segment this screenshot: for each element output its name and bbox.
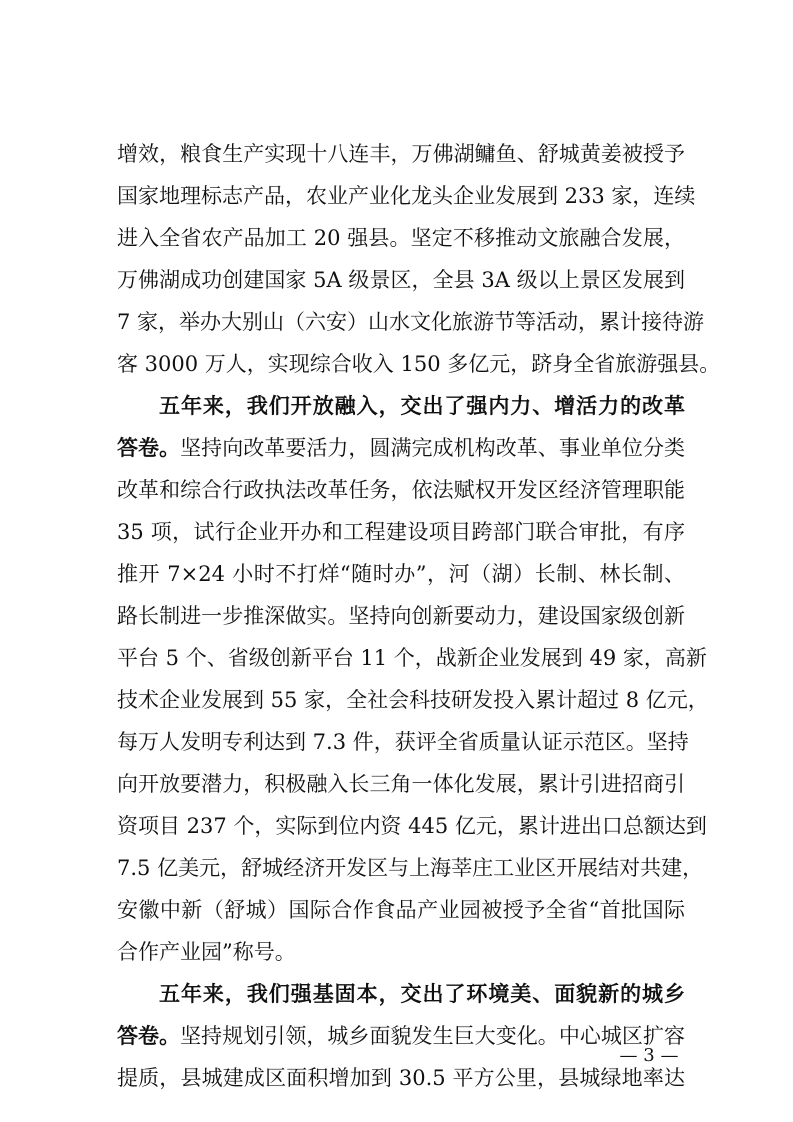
text-segment: 合作产业园”称号。: [117, 940, 296, 964]
body-text: [117, 133, 721, 1099]
text-line: [117, 259, 685, 301]
text-segment: 改革和综合行政执法改革任务，依法赋权开发区经济管理职能: [117, 478, 685, 502]
text-line: [117, 301, 705, 343]
text-line: [117, 637, 707, 679]
text-line: [117, 931, 685, 973]
text-line: [117, 1057, 685, 1099]
text-line: [117, 889, 685, 931]
text-line: [117, 175, 696, 217]
text-segment: 国家地理标志产品，农业产业化龙头企业发展到 233 家，连续: [117, 184, 696, 208]
text-segment: 路长制进一步推深做实。坚持向创新要动力，建设国家级创新: [117, 604, 685, 628]
text-line: [117, 721, 689, 763]
text-segment: 增效，粮食生产实现十八连丰，万佛湖鳙鱼、舒城黄姜被授予: [117, 142, 685, 166]
text-line: [117, 763, 685, 805]
bold-text-segment: 答卷。: [117, 435, 181, 460]
text-line: [117, 385, 685, 427]
text-line: [117, 133, 685, 175]
text-segment: 坚持规划引领，城乡面貌发生巨大变化。中心城区扩容: [180, 1024, 686, 1048]
text-line: [117, 973, 685, 1015]
bold-text-segment: 五年来，我们强基固本，交出了环境美、面貌新的城乡: [159, 981, 685, 1006]
text-segment: 技术企业发展到 55 家，全社会科技研发投入累计超过 8 亿元，: [117, 688, 709, 712]
text-segment: 35 项，试行企业开办和工程建设项目跨部门联合审批，有序: [117, 520, 685, 544]
text-segment: 进入全省农产品加工 20 强县。坚定不移推动文旅融合发展，: [117, 226, 685, 250]
text-line: [117, 427, 685, 469]
text-line: [117, 847, 704, 889]
text-line: [117, 595, 685, 637]
bold-text-segment: 五年来，我们开放融入，交出了强内力、增活力的改革: [159, 393, 685, 418]
text-line: [117, 553, 685, 595]
text-segment: 安徽中新（舒城）国际合作食品产业园被授予全省“首批国际: [117, 898, 685, 922]
text-line: [117, 679, 709, 721]
text-segment: 推开 7×24 小时不打烊“随时办”，河（湖）长制、林长制、: [117, 562, 685, 586]
text-segment: 每万人发明专利达到 7.3 件，获评全省质量认证示范区。坚持: [117, 730, 689, 754]
text-segment: 7.5 亿美元，舒城经济开发区与上海莘庄工业区开展结对共建，: [117, 856, 704, 880]
text-line: [117, 343, 721, 385]
text-segment: 资项目 237 个，实际到位内资 445 亿元，累计进出口总额达到: [117, 814, 707, 838]
text-segment: 客 3000 万人，实现综合收入 150 多亿元，跻身全省旅游强县。: [117, 352, 721, 376]
bold-text-segment: 答卷。: [117, 1023, 181, 1048]
text-segment: 向开放要潜力，积极融入长三角一体化发展，累计引进招商引: [117, 772, 685, 796]
text-line: [117, 1015, 685, 1057]
text-line: [117, 805, 707, 847]
text-segment: 平台 5 个、省级创新平台 11 个，战新企业发展到 49 家，高新: [117, 646, 707, 670]
text-segment: 提质，县城建成区面积增加到 30.5 平方公里，县城绿地率达: [117, 1066, 685, 1090]
text-segment: 7 家，举办大别山（六安）山水文化旅游节等活动，累计接待游: [117, 310, 705, 334]
text-line: [117, 469, 685, 511]
page-number: — 3 —: [619, 1045, 679, 1066]
text-line: [117, 217, 685, 259]
text-segment: 万佛湖成功创建国家 5A 级景区，全县 3A 级以上景区发展到: [117, 268, 685, 292]
text-line: [117, 511, 685, 553]
text-segment: 坚持向改革要活力，圆满完成机构改革、事业单位分类: [180, 436, 686, 460]
